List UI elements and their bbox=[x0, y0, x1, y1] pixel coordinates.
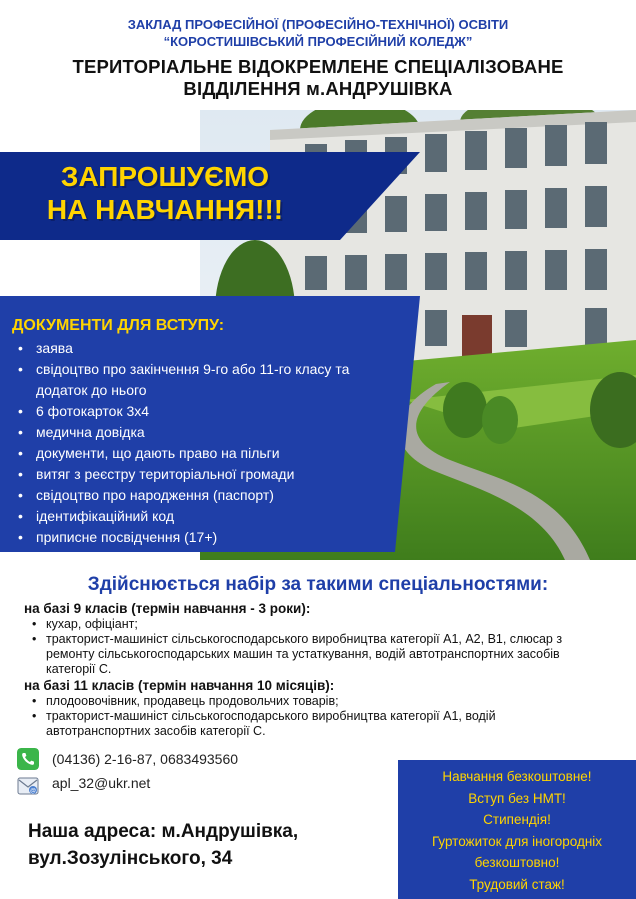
specialties-title: Здійснюється набір за такими спеціальностями: bbox=[87, 574, 549, 595]
invite-line-2: НА НАВЧАННЯ!!! bbox=[46, 194, 284, 225]
list-item: • документи, що дають право на пільги bbox=[16, 443, 386, 464]
institution-line-2: “КОРОСТИШІВСЬКИЙ ПРОФЕСІЙНИЙ КОЛЕДЖ” bbox=[163, 34, 473, 49]
list-item: • свідоцтво про закінчення 9-го або 11-го класу та додаток до нього bbox=[16, 359, 386, 401]
base9-title: на базі 9 класів (термін навчання - 3 роки): bbox=[24, 601, 311, 616]
list-item: Стипендія! bbox=[483, 812, 551, 827]
department-line-1: ТЕРИТОРІАЛЬНЕ ВІДОКРЕМЛЕНЕ СПЕЦІАЛІЗОВАНЕ bbox=[72, 56, 564, 77]
address-line-2: вул.Зозулінського, 34 bbox=[28, 848, 233, 869]
benefits-list bbox=[398, 766, 636, 895]
list-item: • кухар, офіціант; bbox=[32, 617, 602, 632]
base11-title: на базі 11 класів (термін навчання 10 місяців): bbox=[24, 678, 335, 693]
invite-line-1: ЗАПРОШУЄМО bbox=[60, 161, 270, 192]
invite-headline bbox=[20, 160, 310, 226]
list-item: • приписне посвідчення (17+) bbox=[16, 527, 386, 548]
list-item: • свідоцтво про народження (паспорт) bbox=[16, 485, 386, 506]
list-item: Вступ без НМТ! bbox=[468, 790, 566, 806]
list-item: • заява bbox=[16, 338, 386, 359]
address bbox=[28, 818, 298, 872]
documents-list bbox=[16, 338, 386, 548]
base9-list bbox=[32, 617, 602, 677]
list-item: Трудовий стаж! bbox=[469, 876, 565, 892]
list-item: • тракторист-машиніст сільськогосподарського виробництва категорії А1, водій автотранспортних засобів категорії С. bbox=[32, 709, 602, 739]
list-item: • 6 фотокарток 3х4 bbox=[16, 401, 386, 422]
email-address[interactable]: apl_32@ukr.net bbox=[52, 775, 151, 791]
list-item: • медична довідка bbox=[16, 422, 386, 443]
institution-line-1: ЗАКЛАД ПРОФЕСІЙНОЇ (ПРОФЕСІЙНО-ТЕХНІЧНОЇ) ОСВІТИ bbox=[127, 17, 509, 32]
email-icon bbox=[17, 775, 39, 797]
list-item: • плодоовочівник, продавець продовольчих товарів; bbox=[32, 694, 602, 709]
department-line-2: ВІДДІЛЕННЯ м.АНДРУШІВКА bbox=[183, 78, 453, 99]
svg-text:@: @ bbox=[29, 788, 37, 795]
phone-number[interactable]: (04136) 2-16-87, 0683493560 bbox=[52, 751, 239, 767]
list-item: • ідентифікаційний код bbox=[16, 506, 386, 527]
list-item: • витяг з реєстру територіальної громади bbox=[16, 464, 386, 485]
list-item: Навчання безкоштовне! bbox=[442, 769, 592, 784]
base11-list bbox=[32, 694, 602, 739]
phone-icon bbox=[17, 748, 39, 770]
address-line-1: Наша адреса: м.Андрушівка, bbox=[28, 821, 299, 842]
list-item: • тракторист-машиніст сільськогосподарського виробництва категорії А1, А2, В1, слюсар з ремонту сільськогосподарських машин та устаткування, водій автотранспортних засобів категорії С. bbox=[32, 632, 602, 677]
list-item: Гуртожиток для іногородніх bbox=[431, 833, 603, 849]
department-name bbox=[0, 56, 636, 100]
institution-name bbox=[0, 16, 636, 50]
list-item: безкоштовно! bbox=[474, 855, 560, 870]
documents-title: ДОКУМЕНТИ ДЛЯ ВСТУПУ: bbox=[12, 317, 225, 334]
